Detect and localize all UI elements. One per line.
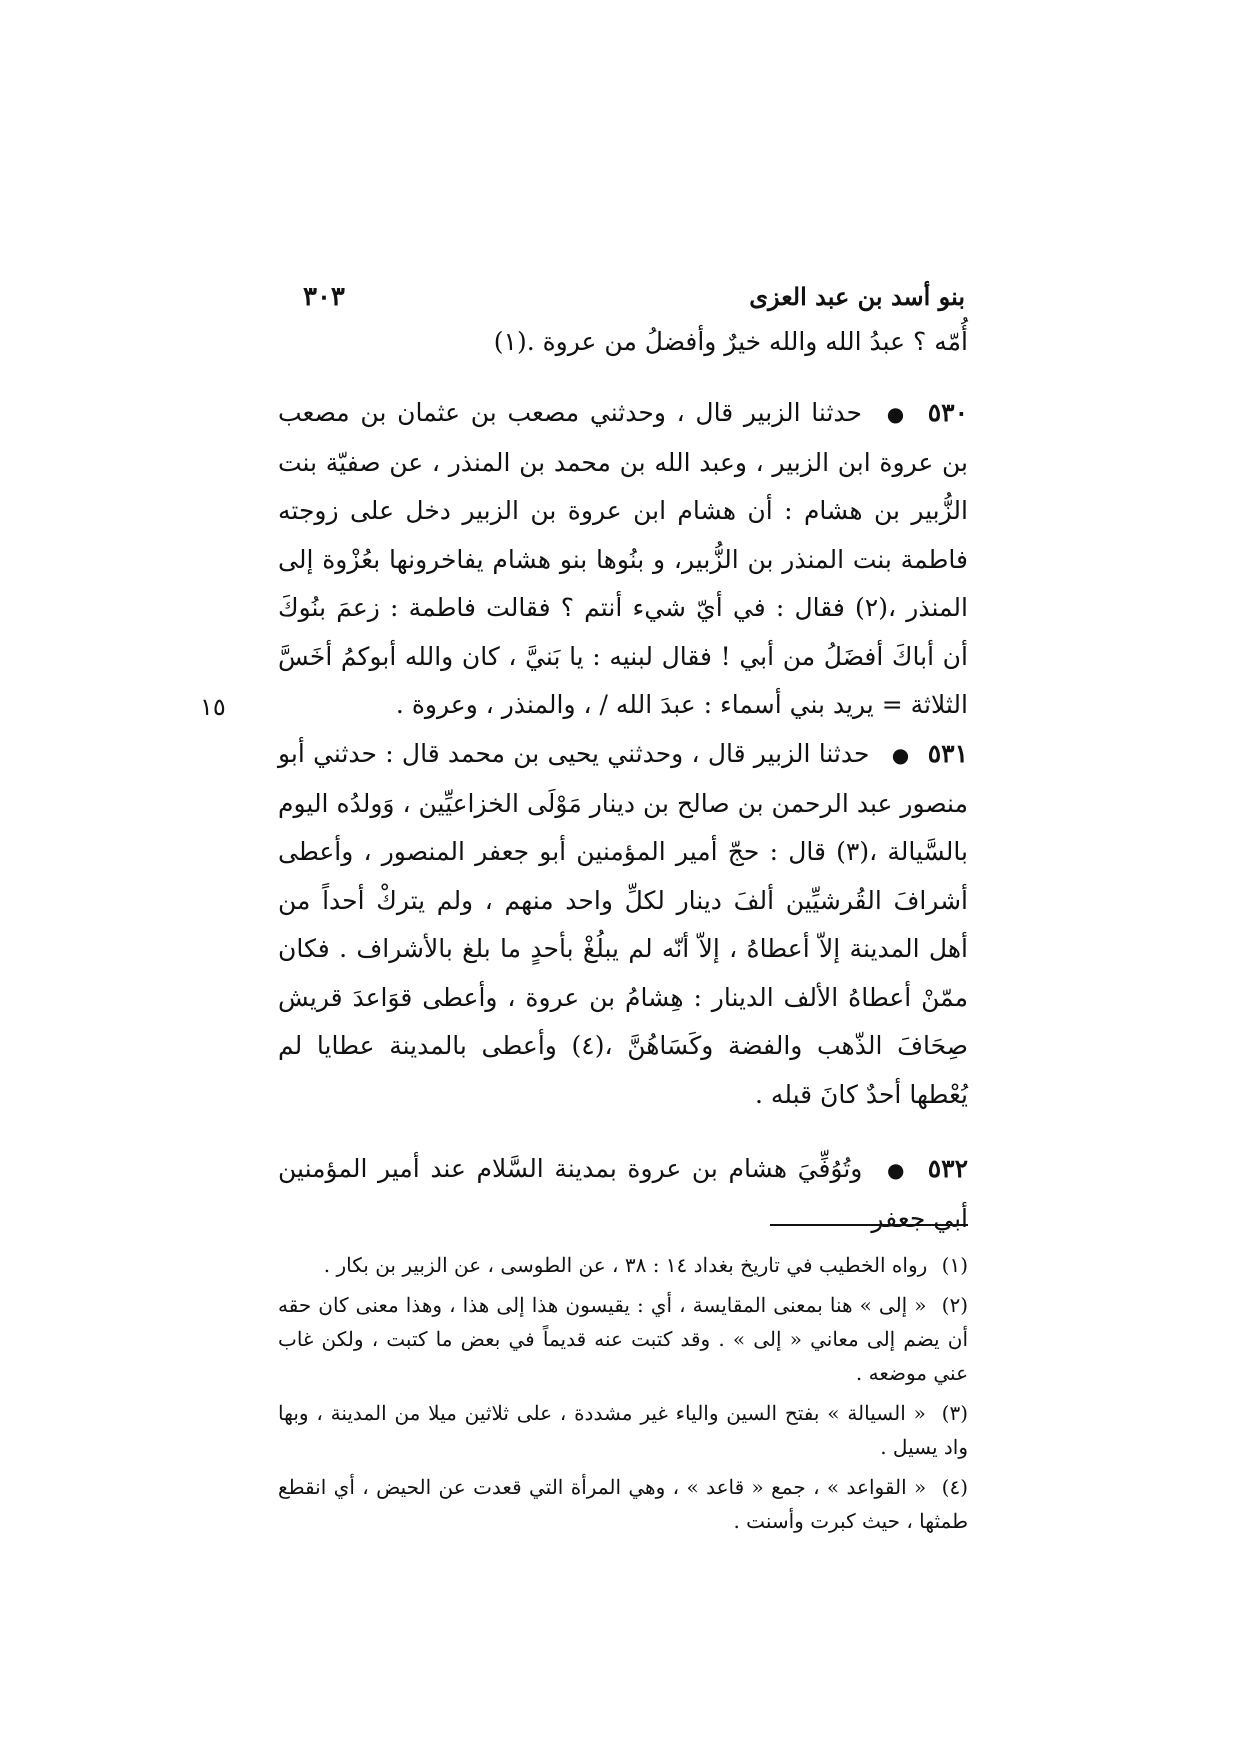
paragraph-text: حدثنا الزبير قال ، وحدثني مصعب بن عثمان بن مصعب بن عروة ابن الزبير ، وعبد الله بن محمد بن المنذر ، عن صفيّة بنت الزُّبير بن هشام : أن هشام ابن عروة بن الزبير دخل على زوجته فاطمة بنت المنذر بن الزُّبير، و بنُوها بنو هشام يفاخرونها بعُزْوة إلى المنذر ،(٢) فقال : في أيّ شيء أنتم ؟ فقالت فاطمة : زعمَ بنُوكَ أن أباكَ أفضَلُ من أبي ! فقال لبنيه : يا بَنيَّ ، كان والله أبوكمُ أخَسَّ الثلاثة = يريد بني أسماء : عبدَ الله / ، والمنذر ، وعروة .	[278, 398, 969, 719]
footnotes	[278, 1248, 968, 1544]
footnote-text: « القواعد » ، جمع « قاعد » ، وهي المرأة التي قعدت عن الحيض ، أي انقطع طمثها ، حيث كبرت وأسنت .	[278, 1475, 968, 1533]
paragraph-530	[278, 389, 968, 730]
footnote-divider	[770, 1224, 968, 1226]
footnote-text: « السيالة » بفتح السين والياء غير مشددة ، على ثلاثين ميلا من المدينة ، وبها واد يسيل .	[278, 1401, 968, 1459]
running-head	[275, 282, 965, 322]
paragraph-531	[278, 730, 968, 1119]
footnote-marker: (٤)	[941, 1475, 969, 1499]
paragraph-number: ٥٣١	[927, 739, 969, 768]
footnote-marker: (٢)	[941, 1293, 968, 1317]
bullet-icon: ●	[886, 402, 907, 426]
paragraph-text: أُمّه ؟ عبدُ الله والله خيرٌ وأفضلُ من عروة .(١)	[493, 327, 968, 356]
paragraph-text: وتُوُفِّيَ هشام بن عروة بمدينة السَّلام عند أمير المؤمنين أبي جعفر	[278, 1154, 968, 1233]
bullet-icon: ●	[887, 1158, 908, 1182]
running-title: بنو أسد بن عبد العزى	[749, 282, 965, 311]
footnote	[278, 1248, 968, 1282]
footnote-marker: (١)	[941, 1253, 968, 1277]
footnote-marker: (٣)	[941, 1401, 968, 1425]
paragraph-532	[278, 1145, 968, 1243]
margin-line-number: ١٥	[200, 693, 226, 721]
footnote	[278, 1470, 968, 1538]
paragraph-number: ٥٣٢	[927, 1154, 969, 1183]
paragraph-continuation	[278, 318, 968, 367]
paragraph-text: حدثنا الزبير قال ، وحدثني يحيى بن محمد قال : حدثني أبو منصور عبد الرحمن بن صالح بن دينار مَوْلَى الخزاعيِّين ، وَولدُه اليوم بالسَّيالة ،(٣) قال : حجّ أمير المؤمنين أبو جعفر المنصور ، وأعطى أشرافَ القُرشيِّين ألفَ دينار لكلِّ واحد منهم ، ولم يتركْ أحداً من أهل المدينة إلاّ أعطاهُ ، إلاّ أنّه لم يبلُغْ بأحدٍ ما بلغ بالأشراف . فكان ممّنْ أعطاهُ الألف الدينار : هِشامُ بن عروة ، وأعطى قوَاعدَ قريش صِحَافَ الذّهب والفضة وكَسَاهُنَّ ،(٤) وأعطى بالمدينة عطايا لم يُعْطها أحدٌ كانَ قبله .	[278, 739, 969, 1109]
footnote-text: « إلى » هنا بمعنى المقايسة ، أي : يقيسون هذا إلى هذا ، وهذا معنى كان حقه أن يضم إلى معاني « إلى » . وقد كتبت عنه قديماً في بعض ما كتبت ، ولكن غاب عني موضعه .	[278, 1293, 968, 1385]
footnote-text: رواه الخطيب في تاريخ بغداد ١٤ : ٣٨ ، عن الطوسى ، عن الزبير بن بكار .	[323, 1253, 928, 1277]
paragraph-number: ٥٣٠	[927, 398, 969, 427]
bullet-icon: ●	[891, 743, 910, 767]
footnote	[278, 1396, 968, 1464]
footnote	[278, 1288, 968, 1390]
page-number: ٣٠٣	[303, 282, 345, 312]
